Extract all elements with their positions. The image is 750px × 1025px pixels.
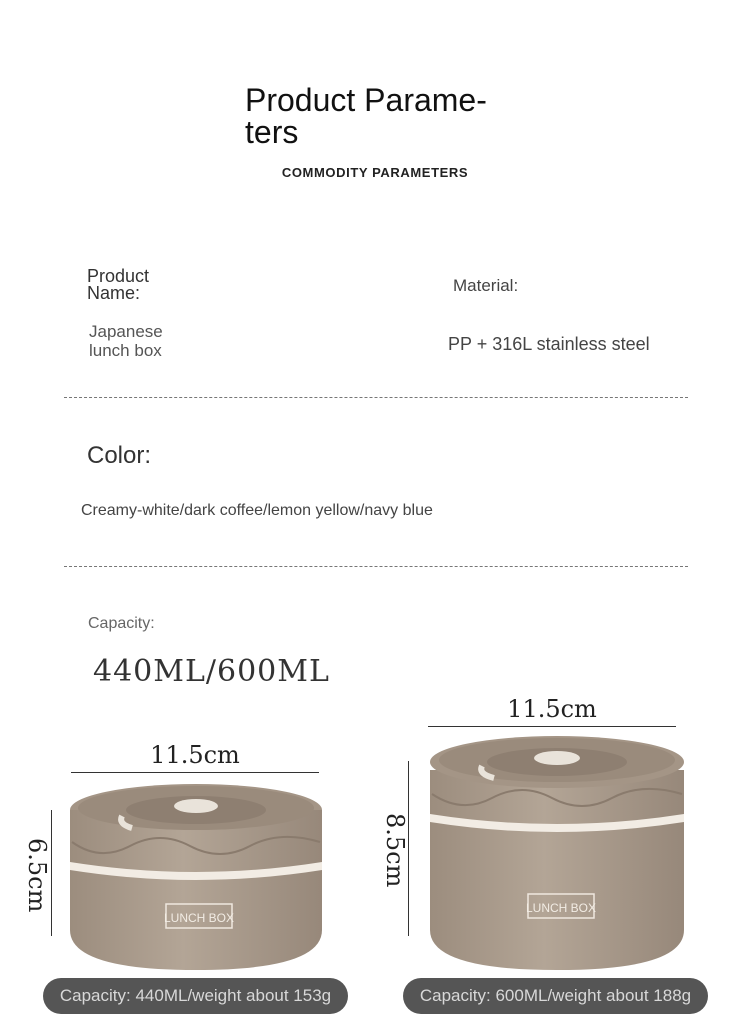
height-dimension-label: 8.5cm [381, 813, 409, 888]
lunch-box-small-image [60, 780, 332, 975]
page-title [245, 84, 515, 148]
capacity-caption: Capacity: 440ML/weight about 153g [43, 978, 348, 1014]
height-dimension-label: 6.5cm [23, 838, 51, 913]
lid-brand-text: LUNCH BOX [525, 901, 597, 915]
product-name-value [89, 322, 163, 360]
divider [64, 566, 688, 567]
color-value: Creamy-white/dark coffee/lemon yellow/navy blue [81, 502, 433, 519]
divider [64, 397, 688, 398]
capacity-value: 440ML/600ML [93, 654, 330, 689]
color-label: Color: [87, 442, 152, 469]
product-name-label-line-1: Product [87, 266, 150, 286]
height-dimension-line [51, 810, 52, 936]
product-name-value-line-1: Japanese [89, 322, 163, 341]
width-dimension-line [428, 726, 676, 727]
width-dimension-label: 11.5cm [507, 695, 597, 723]
lunch-box-large-image [422, 730, 692, 975]
lid-brand-text: LUNCH BOX [163, 911, 235, 925]
title-line-1: Product Parame- [245, 82, 487, 118]
product-name-label [87, 268, 149, 302]
capacity-label: Capacity: [88, 615, 155, 632]
product-name-value-line-2: lunch box [89, 341, 162, 360]
capacity-caption: Capacity: 600ML/weight about 188g [403, 978, 708, 1014]
material-label: Material: [453, 276, 519, 295]
page-subtitle: COMMODITY PARAMETERS [281, 165, 469, 180]
width-dimension-line [71, 772, 319, 773]
product-name-label-line-2: Name: [87, 283, 141, 303]
title-line-2: ters [245, 114, 299, 150]
material-value: PP + 316L stainless steel [448, 334, 650, 354]
width-dimension-label: 11.5cm [150, 741, 240, 769]
